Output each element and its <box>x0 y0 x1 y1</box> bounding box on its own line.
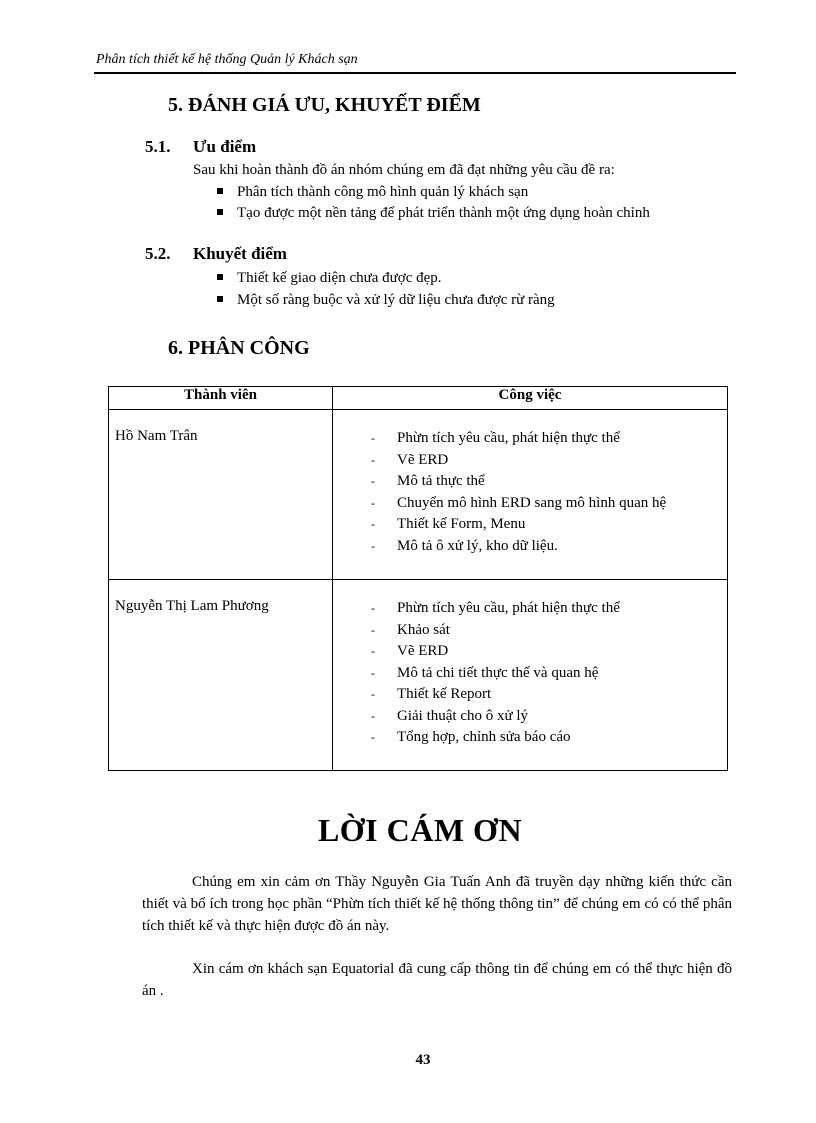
dash-bullet-icon: - <box>371 495 375 510</box>
assignment-table <box>108 386 728 771</box>
dash-bullet-icon: - <box>371 517 375 531</box>
bullet-square-icon <box>217 274 223 280</box>
table-header-row <box>109 387 728 410</box>
bullet-square-icon <box>217 188 223 194</box>
header-member: Thành viên <box>109 387 333 410</box>
list-item: Tạo được một nền tảng để phát triển thành một ứng dụng hoàn chỉnh <box>217 205 650 222</box>
bullet-square-icon <box>217 296 223 302</box>
dash-bullet-icon: - <box>371 601 375 615</box>
thanks-title: LỜI CÁM ƠN <box>317 812 523 848</box>
section-5-title: 5. ĐÁNH GIÁ ƯU, KHUYẾT ĐIỂM <box>168 94 481 116</box>
task-list <box>333 410 728 580</box>
header-tasks: Công việc <box>333 387 728 410</box>
section-5-2-number: 5.2. <box>145 244 171 263</box>
task-item: - Mô tả chi tiết thực thể và quan hệ <box>371 663 727 685</box>
dash-bullet-icon: - <box>371 687 375 701</box>
section-5-1-number: 5.1. <box>145 137 171 156</box>
page-number: 43 <box>415 1052 431 1068</box>
member-name: Nguyễn Thị Lam Phương <box>109 580 333 771</box>
bullet-square-icon <box>217 209 223 215</box>
task-item: - Tổng hợp, chỉnh sửa báo cáo <box>371 727 727 749</box>
dash-bullet-icon: - <box>371 622 375 637</box>
dash-bullet-icon: - <box>371 538 375 553</box>
member-name: Hồ Nam Trân <box>109 410 333 580</box>
task-list <box>333 580 728 771</box>
task-item: - Phừn tích yêu cầu, phát hiện thực thể <box>371 428 727 450</box>
dash-bullet-icon: - <box>371 452 375 467</box>
thanks-paragraph-2: Xin cám ơn khách sạn Equatorial đã cung cấp thông tin để chúng em có thể thực hiện đồ án . <box>142 961 732 999</box>
task-item: - Giải thuật cho ô xử lý <box>371 706 727 728</box>
dash-bullet-icon: - <box>371 474 375 488</box>
header-rule <box>94 72 736 74</box>
table-row <box>109 580 728 771</box>
section-5-1-intro: Sau khi hoàn thành đồ án nhóm chúng em đã đạt những yêu cầu đề ra: <box>193 162 615 178</box>
task-item: - Thiết kế Form, Menu <box>371 514 727 536</box>
section-6-title: 6. PHÂN CÔNG <box>168 337 310 359</box>
thanks-paragraph-1: Chúng em xin cảm ơn Thầy Nguyễn Gia Tuấn Anh đã truyền dạy những kiến thức cần thiết và bổ ích trong học phần “Phừn tích thiết kế hệ thống thông tin” để chúng em có có thể phân tích thiết kế và thực hiện được đồ án này. <box>142 874 732 934</box>
task-item: - Mô tả ô xử lý, kho dữ liệu. <box>371 536 727 558</box>
dash-bullet-icon: - <box>371 708 375 723</box>
list-item: Một số ràng buộc và xử lý dữ liệu chưa được rừ ràng <box>217 292 555 309</box>
table-row <box>109 410 728 580</box>
dash-bullet-icon: - <box>371 431 375 445</box>
running-header: Phân tích thiết kế hệ thống Quản lý Khách sạn <box>96 52 358 67</box>
task-item: - Vẽ ERD <box>371 641 727 663</box>
task-item: - Mô tả thực thể <box>371 471 727 493</box>
list-item: Thiết kế giao diện chưa được đẹp. <box>217 270 442 287</box>
task-item: - Vẽ ERD <box>371 450 727 472</box>
list-item: Phân tích thành công mô hình quản lý khách sạn <box>217 184 528 201</box>
section-5-1-title: Ưu điểm <box>193 137 257 156</box>
section-5-2-title: Khuyết điểm <box>193 244 287 263</box>
task-item: - Chuyển mô hình ERD sang mô hình quan hệ <box>371 493 727 515</box>
task-item: - Khảo sát <box>371 620 727 642</box>
task-item: - Phừn tích yêu cầu, phát hiện thực thể <box>371 598 727 620</box>
task-item: - Thiết kế Report <box>371 684 727 706</box>
dash-bullet-icon: - <box>371 665 375 680</box>
dash-bullet-icon: - <box>371 730 375 744</box>
dash-bullet-icon: - <box>371 644 375 658</box>
